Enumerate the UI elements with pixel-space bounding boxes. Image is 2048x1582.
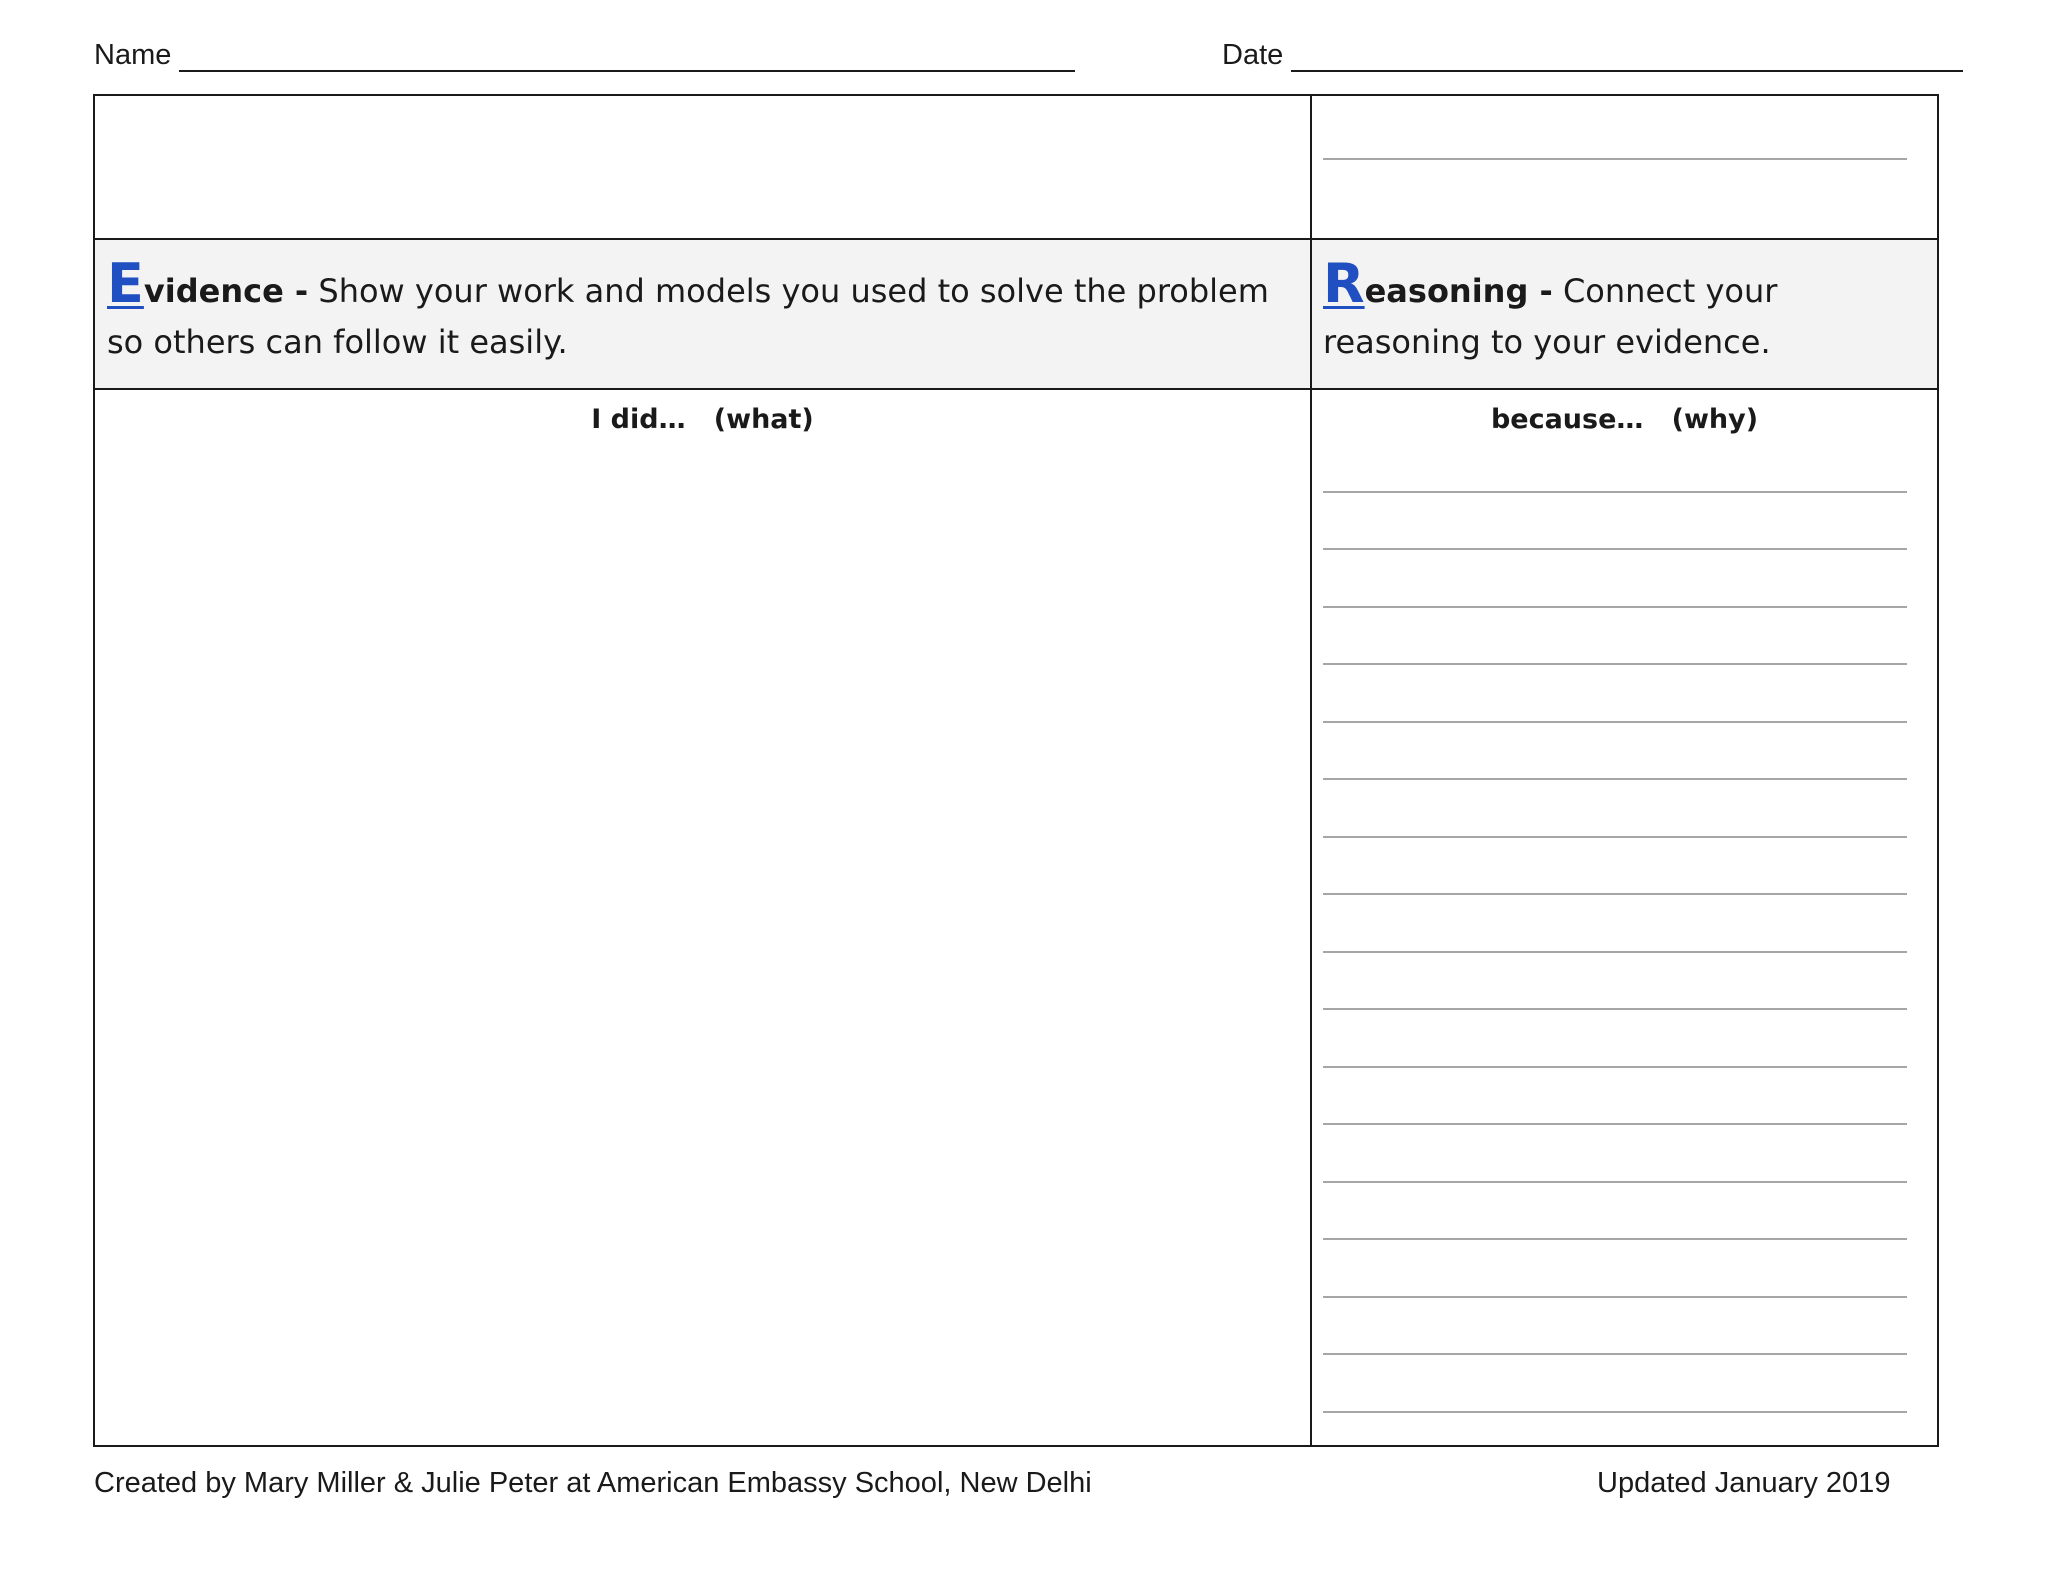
reasoning-initial: R [1323, 252, 1365, 315]
ruled-line[interactable] [1323, 491, 1907, 493]
row-divider-middle [95, 388, 1937, 390]
evidence-work-area[interactable] [95, 446, 1310, 1441]
name-field [94, 38, 1075, 72]
ruled-line[interactable] [1323, 1181, 1907, 1183]
ruled-line[interactable] [1323, 1238, 1907, 1240]
evidence-title: vidence - [143, 272, 309, 310]
ruled-line[interactable] [1323, 721, 1907, 723]
ruled-line[interactable] [1323, 548, 1907, 550]
ruled-line[interactable] [1323, 951, 1907, 953]
evidence-column-label: I did… (what) [591, 404, 814, 435]
reasoning-column-label: because… (why) [1490, 404, 1759, 435]
date-write-line[interactable] [1291, 42, 1963, 72]
ruled-line[interactable] [1323, 1296, 1907, 1298]
reasoning-description: Connect your reasoning to your evidence. [1323, 272, 1778, 361]
reasoning-heading [1323, 252, 1923, 368]
ruled-line[interactable] [1323, 606, 1907, 608]
name-label: Name [94, 39, 172, 71]
ruled-line[interactable] [1323, 663, 1907, 665]
date-label: Date [1222, 39, 1284, 71]
reasoning-title: easoning - [1364, 272, 1553, 310]
row-divider-top [95, 238, 1937, 240]
ruled-line[interactable] [1323, 1411, 1907, 1413]
ruled-line[interactable] [1323, 1066, 1907, 1068]
ruled-line[interactable] [1323, 1123, 1907, 1125]
ruled-line[interactable] [1323, 1008, 1907, 1010]
evidence-description: Show your work and models you used to solve the problem so others can follow it easily. [107, 272, 1269, 361]
name-write-line[interactable] [179, 42, 1075, 72]
footer-updated: Updated January 2019 [1597, 1467, 1891, 1499]
evidence-heading [107, 252, 1297, 368]
footer-credit: Created by Mary Miller & Julie Peter at American Embassy School, New Delhi [94, 1467, 1092, 1499]
evidence-initial: E [107, 252, 144, 315]
column-divider [1310, 96, 1312, 1445]
ruled-line[interactable] [1323, 778, 1907, 780]
evidence-reasoning-table [93, 94, 1939, 1447]
ruled-line[interactable] [1323, 1353, 1907, 1355]
date-field [1222, 38, 1963, 72]
ruled-line[interactable] [1323, 893, 1907, 895]
ruled-line[interactable] [1323, 836, 1907, 838]
top-right-write-line[interactable] [1323, 158, 1907, 160]
